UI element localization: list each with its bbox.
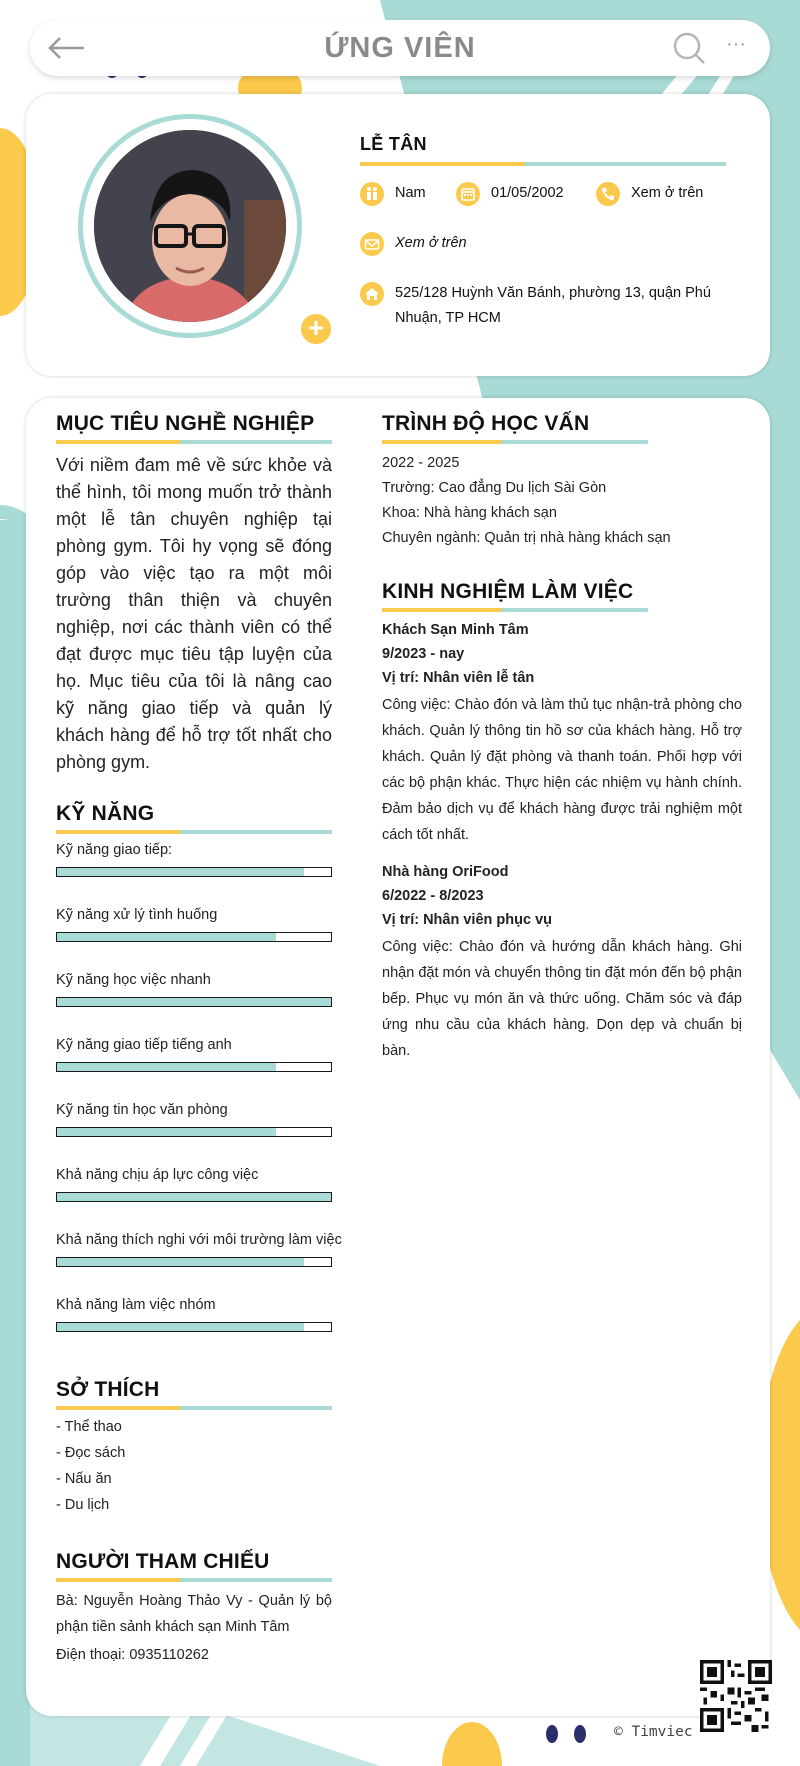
profile-card bbox=[26, 94, 770, 376]
skill-bar bbox=[56, 932, 332, 942]
search-icon[interactable] bbox=[672, 31, 706, 65]
address-info bbox=[360, 282, 730, 331]
email-info bbox=[360, 232, 467, 256]
hobbies-underline bbox=[56, 1406, 332, 1410]
skill-label: Kỹ năng giao tiếp tiếng anh bbox=[56, 1037, 232, 1053]
education-underline bbox=[382, 440, 648, 444]
avatar-frame bbox=[78, 114, 325, 343]
objective-underline bbox=[56, 440, 332, 444]
objective-text: Với niềm đam mê về sức khỏe và thể hình, tôi mong muốn trở thành một lễ tân chuyên nghiệp tại phòng gym. Tôi hy vọng sẽ đóng góp vào việc tạo ra một môi trường thân thiện và chuyên nghiệp, nơi các thành viên có thể đạt được mục tiêu tập luyện của họ. Mục tiêu của tôi là nâng cao kỹ năng giao tiếp và quản lý khách hàng để hỗ trợ tốt nhất cho phòng gym. bbox=[56, 455, 332, 772]
hobby-item: - Đọc sách bbox=[56, 1445, 126, 1461]
education-period: 2022 - 2025 bbox=[382, 455, 460, 471]
top-bar bbox=[30, 20, 770, 76]
add-photo-button[interactable]: + bbox=[298, 311, 334, 347]
skill-bar bbox=[56, 1127, 332, 1137]
skill-label: Kỹ năng giao tiếp: bbox=[56, 842, 173, 858]
experience-company: Nhà hàng OriFood bbox=[382, 864, 509, 880]
birthdate-info bbox=[456, 182, 564, 206]
skill-bar bbox=[56, 1257, 332, 1267]
references-heading: NGƯỜI THAM CHIẾU bbox=[56, 1550, 270, 1573]
skills-underline bbox=[56, 830, 332, 834]
avatar bbox=[94, 130, 286, 322]
experience-period: 9/2023 - nay bbox=[382, 646, 465, 662]
avatar-photo bbox=[94, 130, 286, 322]
job-title: LỄ TÂN bbox=[360, 134, 427, 154]
skill-bar-fill bbox=[57, 933, 276, 941]
references-underline bbox=[56, 1578, 332, 1582]
experience-description: Công việc: Chào đón và làm thủ tục nhận-trả phòng cho khách. Quản lý thông tin hồ sơ của khách hàng. Hỗ trợ khách. Quản lý đặt phòng và thanh toán. Phối hợp với các bộ phận khác. Thực hiện các nhiệm vụ hành chính. Đảm bảo dịch vụ để khách hàng được trải nghiệm một cách tốt nhất. bbox=[382, 697, 742, 843]
more-icon[interactable]: ··· bbox=[726, 33, 746, 55]
experience-position: Vị trí: Nhân viên lễ tân bbox=[382, 670, 535, 686]
title-underline bbox=[360, 162, 726, 166]
skill-bar-fill bbox=[57, 1128, 276, 1136]
experience-company: Khách Sạn Minh Tâm bbox=[382, 622, 529, 638]
experience-item bbox=[382, 860, 742, 1064]
skill-bar-fill bbox=[57, 1063, 276, 1071]
hobbies-heading: SỞ THÍCH bbox=[56, 1378, 160, 1401]
skill-label: Khả năng chịu áp lực công việc bbox=[56, 1167, 259, 1183]
home-icon bbox=[360, 282, 384, 306]
gender-info bbox=[360, 182, 426, 206]
skill-bar-fill bbox=[57, 1323, 304, 1331]
skills-heading: KỸ NĂNG bbox=[56, 802, 155, 825]
hobby-item: - Du lịch bbox=[56, 1497, 110, 1513]
reference-person: Bà: Nguyễn Hoàng Thảo Vy - Quản lý bộ phận tiền sảnh khách sạn Minh Tâm bbox=[56, 1593, 332, 1635]
education-faculty: Khoa: Nhà hàng khách sạn bbox=[382, 505, 557, 521]
experience-underline bbox=[382, 608, 648, 612]
phone-value: Xem ở trên bbox=[631, 185, 704, 201]
experience-period: 6/2022 - 8/2023 bbox=[382, 888, 484, 904]
skill-label: Kỹ năng xử lý tình huống bbox=[56, 907, 218, 923]
experience-description: Công việc: Chào đón và hướng dẫn khách hàng. Ghi nhận đặt món và chuyển thông tin đặt món đến bộ phận bếp. Phục vụ món ăn và thức uống. Chăm sóc và đáp ứng nhu cầu của khách hàng. Dọn dẹp và chuẩn bị bàn. bbox=[382, 939, 742, 1059]
objective-heading: MỤC TIÊU NGHỀ NGHIỆP bbox=[56, 412, 315, 435]
address-value: 525/128 Huỳnh Văn Bánh, phường 13, quận Phú Nhuận, TP HCM bbox=[395, 285, 711, 326]
email-value: Xem ở trên bbox=[395, 235, 467, 251]
gender-icon bbox=[360, 182, 384, 206]
skill-bar bbox=[56, 1192, 332, 1202]
skill-label: Kỹ năng học việc nhanh bbox=[56, 972, 211, 988]
experience-heading: KINH NGHIỆM LÀM VIỆC bbox=[382, 580, 634, 603]
experience-item bbox=[382, 618, 742, 848]
skill-label: Khả năng thích nghi với môi trường làm việc bbox=[56, 1232, 342, 1248]
skill-bar bbox=[56, 867, 332, 877]
education-heading: TRÌNH ĐỘ HỌC VẤN bbox=[382, 412, 590, 435]
resume-main-card bbox=[26, 398, 770, 1716]
skill-bar bbox=[56, 1322, 332, 1332]
calendar-icon bbox=[456, 182, 480, 206]
skill-label: Khả năng làm việc nhóm bbox=[56, 1297, 216, 1313]
education-school: Trường: Cao đẳng Du lịch Sài Gòn bbox=[382, 480, 607, 496]
phone-icon bbox=[596, 182, 620, 206]
experience-position: Vị trí: Nhân viên phục vụ bbox=[382, 912, 552, 928]
skill-label: Kỹ năng tin học văn phòng bbox=[56, 1102, 228, 1118]
page-title: ỨNG VIÊN bbox=[324, 32, 476, 64]
hobby-item: - Thể thao bbox=[56, 1419, 122, 1435]
reference-phone: Điện thoại: 0935110262 bbox=[56, 1647, 209, 1663]
gender-value: Nam bbox=[395, 185, 426, 201]
skill-bar-fill bbox=[57, 868, 304, 876]
phone-info bbox=[596, 182, 703, 206]
email-icon bbox=[360, 232, 384, 256]
skill-bar-fill bbox=[57, 1193, 331, 1201]
qr-code-icon bbox=[700, 1660, 772, 1732]
skill-bar-fill bbox=[57, 1258, 304, 1266]
education-major: Chuyên ngành: Quản trị nhà hàng khách sạn bbox=[382, 530, 671, 546]
hobby-item: - Nấu ăn bbox=[56, 1471, 112, 1487]
birthdate-value: 01/05/2002 bbox=[491, 185, 564, 201]
skill-bar-fill bbox=[57, 998, 331, 1006]
footer-brand: © Timviec bbox=[614, 1724, 693, 1740]
skill-bar bbox=[56, 1062, 332, 1072]
skill-bar bbox=[56, 997, 332, 1007]
